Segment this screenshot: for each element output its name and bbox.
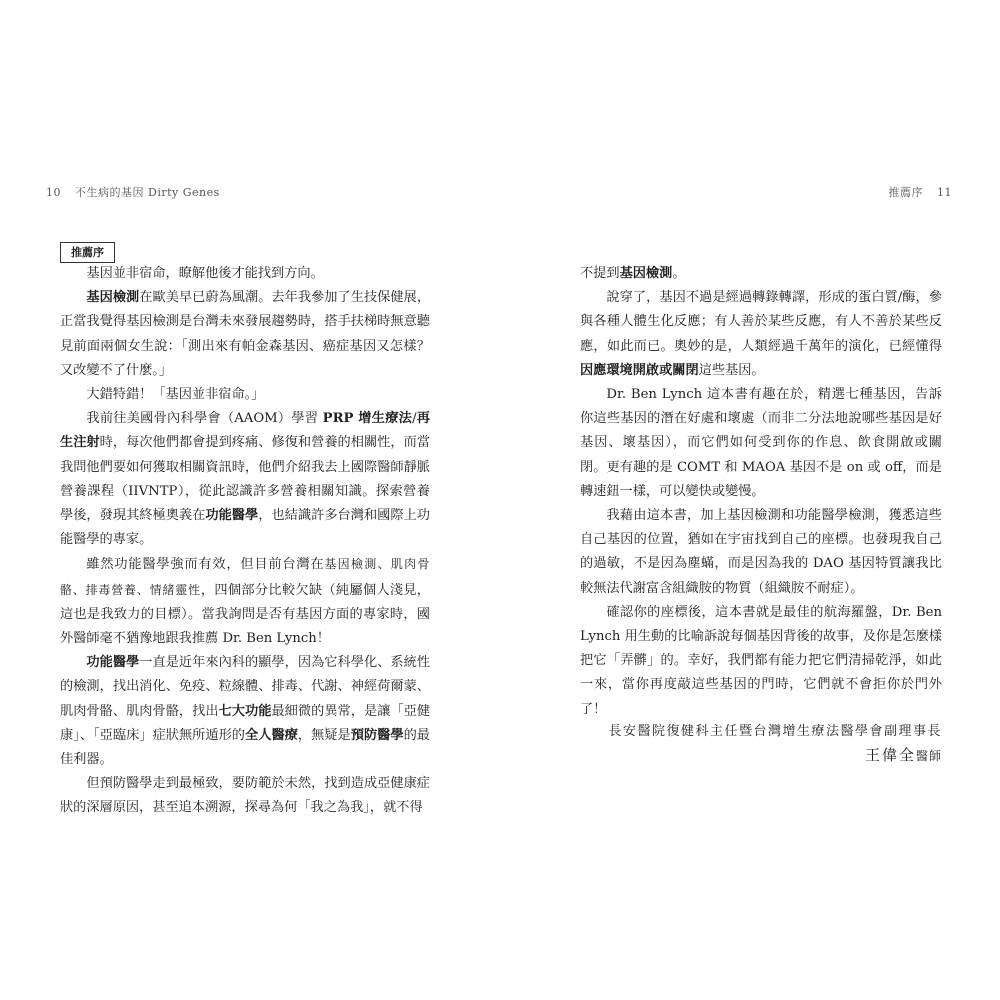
paragraph bbox=[60, 383, 430, 407]
text-run: ，無疑是 bbox=[297, 727, 351, 743]
left-page-number: 10 bbox=[46, 186, 61, 199]
section-tag: 推薦序 bbox=[60, 242, 115, 263]
text-run: 的最佳利器。 bbox=[60, 727, 430, 768]
paragraph bbox=[60, 407, 430, 552]
paragraph bbox=[60, 286, 430, 383]
paragraph bbox=[60, 262, 430, 286]
text-run: 我藉由這本書，加上基因檢測和功能醫學檢測，獲悉這些自己基因的位置，猶如在宇宙找到自己的座標。也發現我自己的過敏，不是因為塵蟎，而是因為我的 DAO 基因特質讓我比較無法代謝富含組織胺的物質（組織胺不耐症）。 bbox=[580, 508, 942, 596]
left-running-header bbox=[46, 184, 220, 200]
text-run: 雖然功能醫學強而有效，但目前台灣在 bbox=[86, 557, 325, 573]
text-run: Dr. Ben Lynch 這本書有趣在於，精選七種基因，告訴你這些基因的潛在好處和壞處（而非二分法地說哪些基因是好基因、壞基因），而它們如何受到你的作息、飲食開啟或關閉。更有趣的是 COMT 和 MAOA 基因不是 on 或 off，而是轉速鈕一樣，可以變快或變慢。 bbox=[580, 387, 942, 499]
right-running-header bbox=[889, 184, 953, 200]
right-running-title: 推薦序 bbox=[888, 186, 923, 199]
paragraph bbox=[580, 601, 942, 722]
emphasis-text: 因應環境開啟或關閉 bbox=[580, 362, 699, 378]
text-run: 基因並非宿命，瞭解他後才能找到方向。 bbox=[86, 266, 324, 281]
paragraph bbox=[580, 383, 942, 504]
text-run: 這些基因。 bbox=[698, 362, 765, 378]
text-run: 但預防醫學走到最極致，要防範於未然，找到造成亞健康症狀的深層原因，甚至追本溯源，探尋為何「我之為我」，就不得 bbox=[60, 776, 430, 816]
paragraph bbox=[60, 772, 430, 820]
signature-name-line bbox=[865, 744, 942, 765]
signature-role: 醫師 bbox=[915, 749, 942, 763]
signature-name: 王偉全 bbox=[864, 746, 916, 764]
emphasis-text: 基因檢測 bbox=[619, 266, 673, 281]
text-run: ，四個部分比較欠缺（純屬個人淺見，這也是我致力的目標）。當我詢問是否有基因方面的專家時，國外醫師毫不猶豫地跟我推薦 Dr. Ben Lynch！ bbox=[60, 582, 430, 647]
emphasis-text: 全人醫療 bbox=[245, 727, 298, 743]
emphasis-text: 七大功能 bbox=[218, 703, 272, 719]
text-run: 一直是近年來內科的顯學，因為它科學化、系統性的檢測，找出消化、免疫、粒線體、排毒、代謝、神經荷爾蒙、肌肉骨骼、肌肉骨骼，找出 bbox=[60, 655, 431, 719]
right-body-text bbox=[580, 262, 942, 722]
text-run: 在歐美早已蔚為風潮。去年我參加了生技保健展，正當我覺得基因檢測是台灣未來發展趨勢時，搭手扶梯時無意聽見前面兩個女生說：「測出來有帕金森基因、癌症基因又怎樣？又改變不了什麼。」 bbox=[60, 290, 431, 378]
emphasis-text: PRP 增生療法 bbox=[322, 411, 413, 427]
emphasis-text: 功能醫學 bbox=[205, 508, 259, 524]
emphasis-text: 預防醫學 bbox=[350, 727, 404, 743]
left-body-text bbox=[60, 262, 430, 821]
emphasis-text: 再生注射 bbox=[60, 411, 430, 451]
text-run: 。 bbox=[672, 266, 686, 281]
text-run: / bbox=[412, 411, 417, 427]
paragraph bbox=[580, 262, 942, 286]
paragraph bbox=[580, 504, 942, 601]
text-run: 最細微的異常，是讓「亞健康」、「亞臨床」症狀無所遁形的 bbox=[60, 703, 431, 743]
text-run: ，也結識許多台灣和國際上功能醫學的專家。 bbox=[60, 508, 431, 548]
text-run: 基因檢測、肌肉骨骼、排毒營養、情緒靈性 bbox=[60, 557, 430, 597]
right-page bbox=[500, 0, 1000, 1000]
emphasis-text: 功能醫學 bbox=[86, 655, 140, 671]
right-page-number: 11 bbox=[937, 186, 952, 199]
text-run: 我前往美國骨內科學會（AAOM）學習 bbox=[86, 411, 323, 427]
signature-affiliation: 長安醫院復健科主任暨台灣增生療法醫學會副理事長 bbox=[608, 724, 942, 739]
text-run: 確認你的座標後，這本書就是最佳的航海羅盤，Dr. Ben Lynch 用生動的比喻訴說每個基因背後的故事，及你是怎麼樣把它「弄髒」的。幸好，我們都有能力把它們清掃乾淨，如此一來，當你再度敲這些基因的門時，它們就不會拒你於門外了！ bbox=[580, 604, 942, 717]
text-run: 大錯特錯！「基因並非宿命。」 bbox=[86, 387, 265, 403]
text-run: 不提到 bbox=[580, 266, 620, 281]
paragraph bbox=[60, 651, 430, 772]
emphasis-text: 基因檢測 bbox=[86, 290, 140, 306]
paragraph bbox=[580, 286, 942, 383]
left-running-title: 不生病的基因 Dirty Genes bbox=[75, 186, 220, 199]
text-run: 說穿了，基因不過是經過轉錄轉譯，形成的蛋白質/酶，參與各種人體生化反應；有人善於某些反應，有人不善於某些反應，如此而已。奧妙的是，人類經過千萬年的演化，已經懂得 bbox=[580, 290, 942, 354]
text-run: 時，每次他們都會提到疼痛、修復和營養的相關性，而當我問他們要如何獲取相關資訊時，他們介紹我去上國際醫師靜脈營養課程（IIVNTP），從此認識許多營養相關知識。探索營養學後，發現其終極奧義在 bbox=[60, 435, 431, 524]
paragraph bbox=[60, 552, 430, 651]
